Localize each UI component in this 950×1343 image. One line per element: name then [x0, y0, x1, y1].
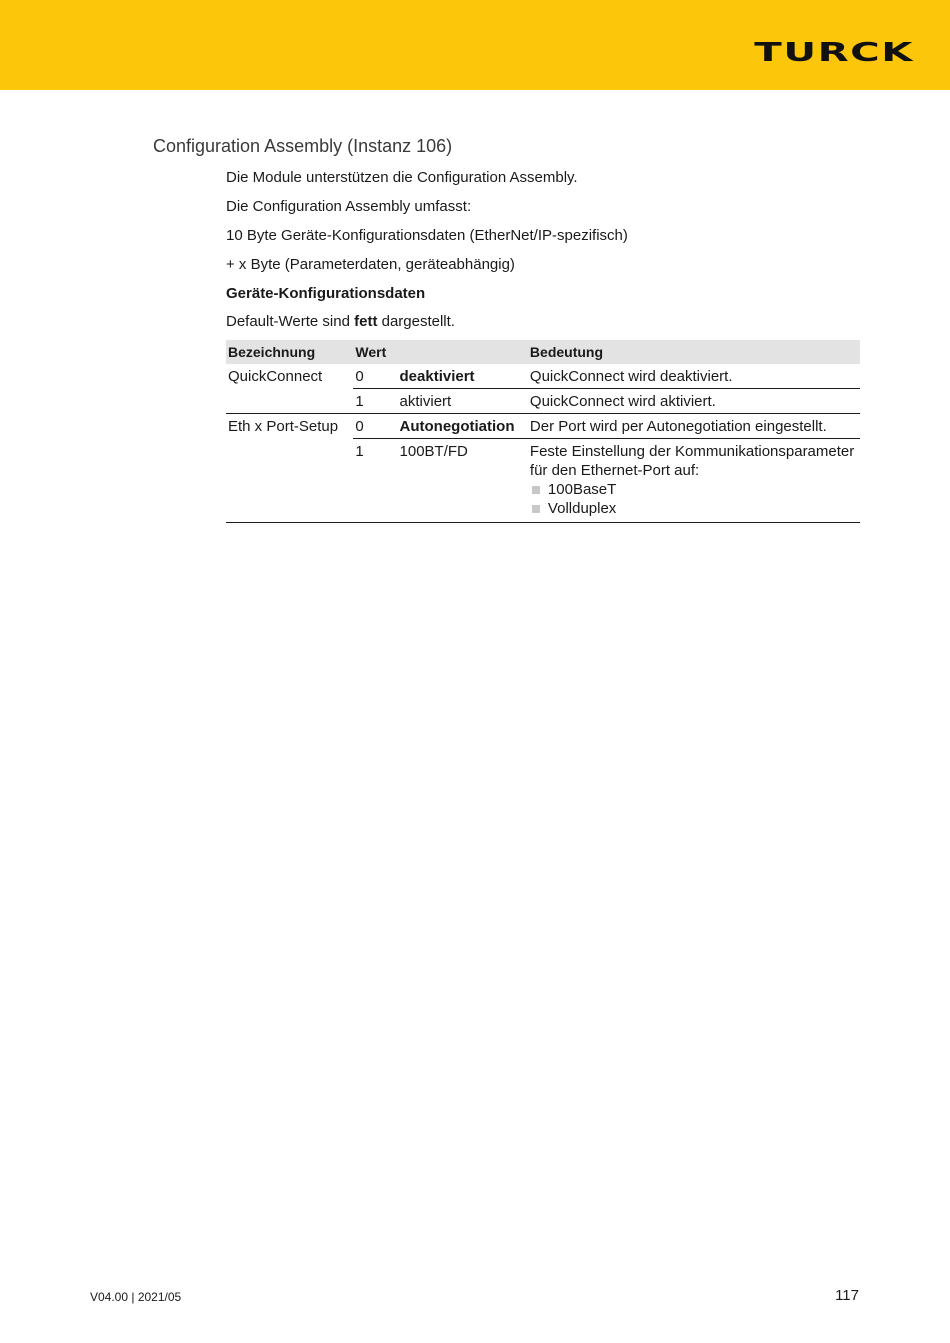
list-item: [530, 499, 858, 518]
note-suffix: dargestellt.: [377, 313, 455, 330]
section-title: Configuration Assembly (Instanz 106): [153, 136, 453, 156]
paragraph-param-bytes: + x Byte (Parameterdaten, geräteabhängig): [226, 256, 515, 273]
config-table: [226, 340, 860, 523]
header-meaning: Bedeutung: [528, 340, 860, 364]
row-meaning: Feste Einstellung der Kommunikationsparameter für den Ethernet-Port auf:: [529, 443, 855, 479]
paragraph-modules-support: Die Module unterstützen die Configuration Assembly.: [226, 169, 578, 186]
bullet-text: Vollduplex: [547, 500, 617, 517]
header-name: Bezeichnung: [226, 340, 353, 364]
header-band: [0, 0, 950, 90]
row-label: Autonegotiation: [398, 414, 528, 439]
bullet-list: [530, 480, 858, 518]
turck-logo: TURCK: [754, 38, 914, 68]
row-value: 1: [353, 389, 397, 414]
row-meaning: QuickConnect wird deaktiviert.: [528, 364, 860, 389]
row-meaning: Der Port wird per Autonegotiation eingestellt.: [528, 414, 860, 439]
default-values-note: [226, 312, 860, 332]
bullet-text: 100BaseT: [547, 481, 617, 498]
row-name: QuickConnect: [228, 368, 323, 385]
note-prefix: Default-Werte sind: [226, 313, 355, 330]
row-value: 1: [353, 439, 397, 523]
list-item: [530, 480, 858, 499]
paragraph-assembly-includes: Die Configuration Assembly umfasst:: [226, 198, 472, 215]
bullet-square-icon: [532, 505, 540, 513]
row-value: 0: [353, 414, 397, 439]
header-value: Wert: [353, 340, 528, 364]
table-row: [226, 414, 860, 439]
row-value: 0: [353, 364, 397, 389]
row-name: [226, 389, 353, 414]
row-label: 100BT/FD: [398, 439, 528, 523]
bullet-square-icon: [532, 486, 540, 494]
row-meaning: QuickConnect wird aktiviert.: [528, 389, 860, 414]
page-number: 117: [835, 1287, 859, 1304]
row-meaning-cell: [528, 439, 860, 523]
row-name: Eth x Port-Setup: [228, 418, 339, 435]
table-header-row: [226, 340, 860, 364]
row-label: aktiviert: [398, 389, 528, 414]
subheading-device-config: Geräte-Konfigurationsdaten: [226, 285, 426, 302]
footer-version: V04.00 | 2021/05: [90, 1290, 182, 1304]
row-name: [226, 439, 353, 523]
table-row: [226, 389, 860, 414]
table-row: [226, 364, 860, 389]
paragraph-config-bytes: 10 Byte Geräte-Konfigurationsdaten (EtherNet/IP-spezifisch): [226, 227, 628, 244]
row-label: deaktiviert: [398, 364, 528, 389]
table-row: [226, 439, 860, 523]
note-bold-word: fett: [354, 313, 378, 330]
